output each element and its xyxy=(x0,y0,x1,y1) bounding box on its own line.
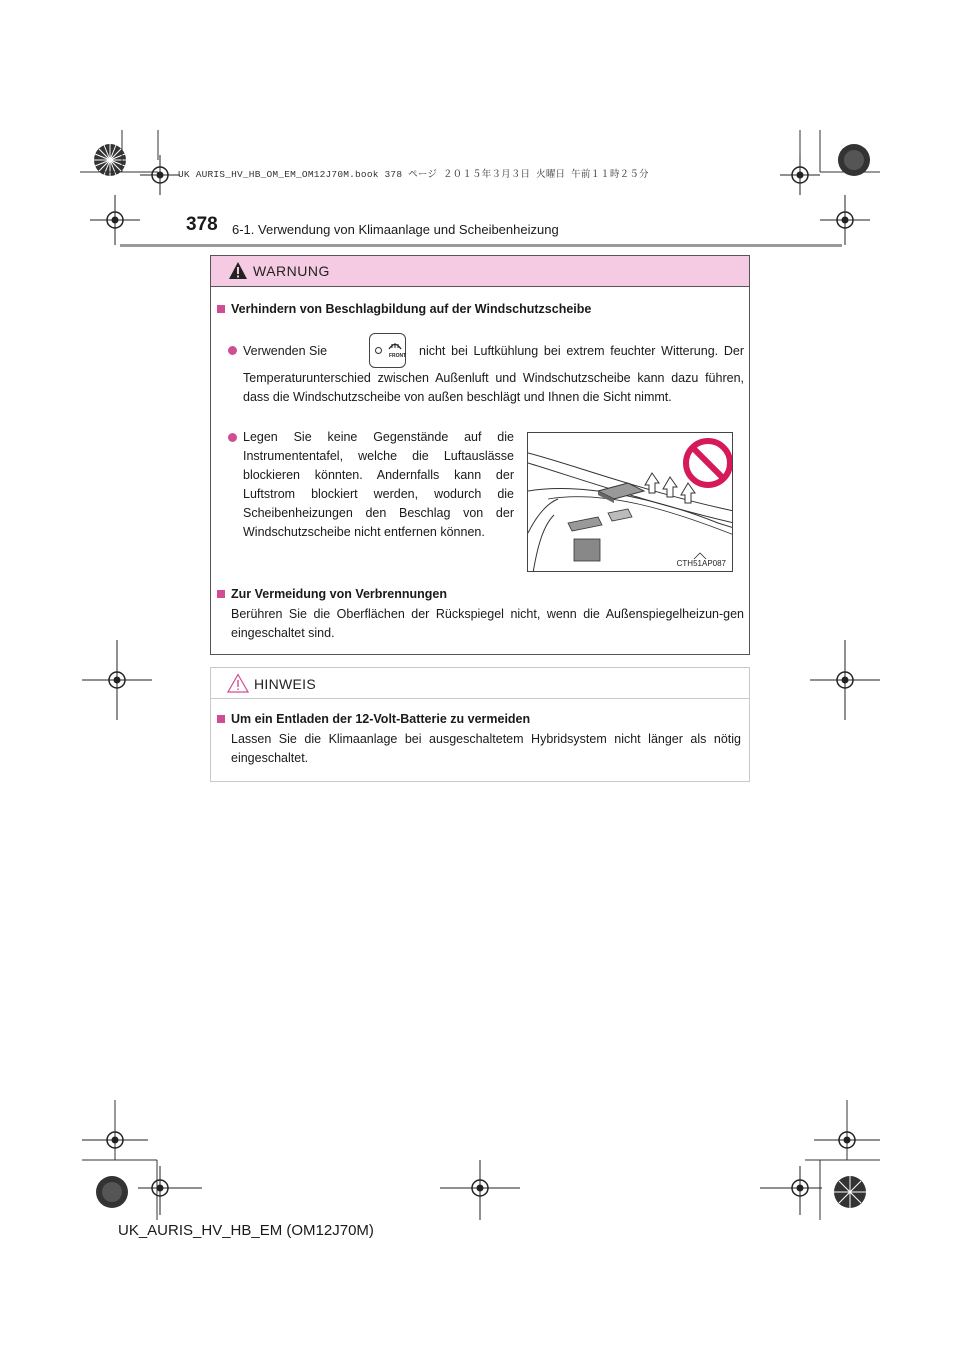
section-text: Berühren Sie die Oberflächen der Rückspiegel nicht, wenn die Außenspiegelheizun-gen eingeschaltet sind. xyxy=(231,607,744,640)
crosshair-icon xyxy=(90,195,140,245)
registration-target-icon xyxy=(750,1100,880,1220)
square-bullet-icon xyxy=(217,590,225,598)
warning-triangle-icon xyxy=(228,261,248,280)
section-text: Lassen Sie die Klimaanlage bei ausgeschaltetem Hybridsystem nicht länger als nötig eingeschaltet. xyxy=(231,732,741,765)
bullet-paragraph xyxy=(228,428,514,542)
bullet-text: Legen Sie keine Gegenstände auf die Instrumententafel, welche die Luftauslässe blockieren könnten. Andernfalls kann der Luftstrom blockiert werden, wodurch die Scheibenheizungen den Beschlag von der Windschutzscheibe nicht entfernen können. xyxy=(243,430,514,539)
bullet-text: nicht bei Luftkühlung bei extrem feuchter Witterung. Der xyxy=(419,344,744,358)
crosshair-icon xyxy=(810,640,880,720)
notice-heading: HINWEIS xyxy=(254,676,316,692)
crosshair-icon xyxy=(440,1160,520,1220)
bullet-text: Temperaturunterschied zwischen Außenluft und Windschutzscheibe kann dazu führen, dass die Windschutzscheibe von außen beschlägt und Ihnen die Sicht nimmt. xyxy=(243,371,744,404)
header-divider xyxy=(120,244,842,247)
caution-triangle-icon xyxy=(227,673,249,693)
section-title: Um ein Entladen der 12-Volt-Batterie zu vermeiden xyxy=(217,712,530,726)
square-bullet-icon xyxy=(217,715,225,723)
section-title: Verhindern von Beschlagbildung auf der Windschutzscheibe xyxy=(217,302,591,316)
notice-header xyxy=(211,668,749,699)
front-defogger-button-icon xyxy=(369,333,406,368)
crosshair-icon xyxy=(140,155,180,195)
crosshair-icon xyxy=(82,640,152,720)
section-title: Zur Vermeidung von Verbrennungen xyxy=(217,587,447,601)
page-number: 378 xyxy=(186,214,218,235)
crosshair-icon xyxy=(780,155,820,195)
round-bullet-icon xyxy=(228,433,237,442)
print-info: UK AURIS_HV_HB_OM_EM_OM12J70M.book 378 ページ ２０１５年３月３日 火曜日 午前１１時２５分 xyxy=(178,169,649,180)
bullet-paragraph: Verwenden Sie xyxy=(228,342,748,361)
warning-box xyxy=(210,255,750,655)
front-button-label: FRONT xyxy=(389,353,407,359)
warning-heading: WARNUNG xyxy=(253,263,330,279)
square-bullet-icon xyxy=(217,305,225,313)
warning-header xyxy=(211,256,749,287)
registration-target-icon xyxy=(82,1100,212,1220)
dashboard-illustration xyxy=(527,432,733,572)
footer-model: UK_AURIS_HV_HB_EM (OM12J70M) xyxy=(118,1222,374,1239)
figure-code: CTH51AP087 xyxy=(676,559,726,568)
crosshair-icon xyxy=(820,195,870,245)
dashboard-vent-illustration xyxy=(528,433,733,572)
chapter-title: 6-1. Verwendung von Klimaanlage und Scheibenheizung xyxy=(232,222,559,237)
round-bullet-icon xyxy=(228,346,237,355)
notice-box xyxy=(210,667,750,782)
